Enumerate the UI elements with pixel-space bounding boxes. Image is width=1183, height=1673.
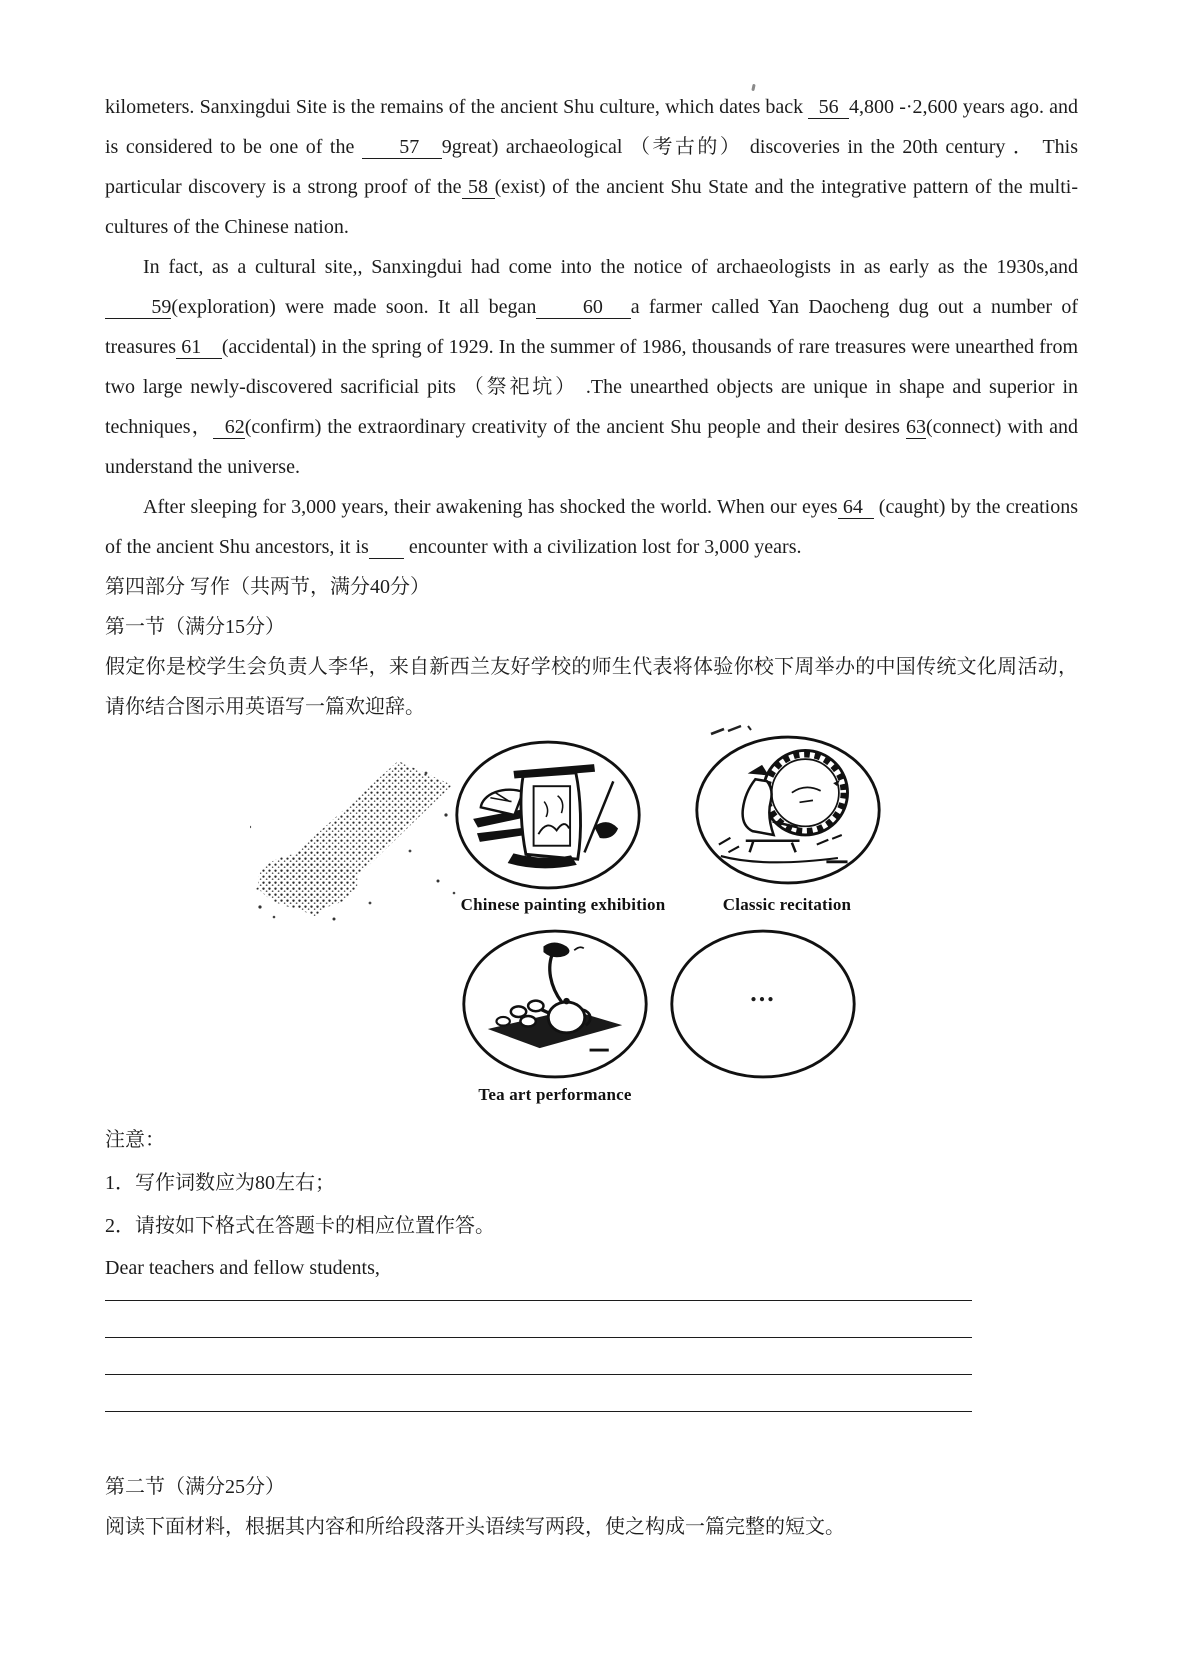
caption-tea: Tea art performance xyxy=(478,1085,632,1104)
notes-label: 注意： xyxy=(105,1129,165,1151)
activity-circle-painting xyxy=(452,737,644,893)
activity-circle-recitation xyxy=(692,732,884,888)
section2-prompt: 阅读下面材料，根据其内容和所给段落开头语续写两段，使之构成一篇完整的短文。 xyxy=(105,1516,845,1538)
salutation: Dear teachers and fellow students, xyxy=(105,1257,380,1279)
cloze-blank-57: 57 xyxy=(361,136,442,158)
ellipsis-text: ... xyxy=(750,978,776,1007)
cloze-paragraphs xyxy=(105,87,1078,567)
cloze-blank-63: 63 xyxy=(905,416,926,438)
answer-line xyxy=(105,1338,972,1375)
tea-set-icon xyxy=(459,926,651,1082)
cloze-blank-60: 60 xyxy=(536,296,631,318)
note-2: 2．请按如下格式在答题卡的相应位置作答。 xyxy=(105,1215,495,1237)
cloze-paragraph: In fact, as a cultural site,, Sanxingdui had come into the notice of archaeologists in as early as the 1930s,and 59(exploration) were made soon. It all began 60 a farmer called Yan Daocheng dug out a number of treasures 61 (accidental) in the spring of 1929. In the summer of 1986, thousands of rare treasures were unearthed from two large newly-discovered sacrificial pits （祭祀坑） .The unearthed objects are unique in shape and superior in techniques， 62(confirm) the extraordinary creativity of the ancient Shu people and their desires 63(connect) with and understand the universe. xyxy=(105,256,1079,478)
activity-circle-other xyxy=(667,926,859,1082)
answer-line xyxy=(105,1375,972,1412)
note-1: 1．写作词数应为80左右； xyxy=(105,1172,335,1194)
answer-line xyxy=(105,1288,972,1301)
answer-line xyxy=(105,1301,972,1338)
cloze-blank-62: 62 xyxy=(212,416,245,438)
notes-block xyxy=(105,1119,1078,1248)
scan-noise-speckle xyxy=(250,731,462,923)
cloze-blank-56: 56 xyxy=(808,96,850,118)
cloze-blank-58: 58 xyxy=(461,176,495,198)
cloze-blank-empty xyxy=(369,536,404,559)
cloze-paragraph: kilometers. Sanxingdui Site is the remains of the ancient Shu culture, which dates back 56 4,800 -·2,600 years ago. and is considered to be one of the 57 9great) archaeological （考古的） discoveries in the 20th century ． This particular discovery is a strong proof of the 58 (exist) of the ancient Shu State and the integrative pattern of the multi-cultures of the Chinese nation. xyxy=(105,96,1079,238)
answer-lines xyxy=(105,1288,972,1412)
cloze-blank-59: 59 xyxy=(105,296,172,318)
cloze-blank-64: 64 xyxy=(837,496,874,518)
activity-figure xyxy=(105,727,1078,1119)
activity-circle-tea xyxy=(459,926,651,1082)
part4-header: 第四部分 写作（共两节，满分40分） xyxy=(105,576,430,598)
section2-header: 第二节（满分25分） xyxy=(105,1476,285,1498)
section1-header: 第一节（满分15分） xyxy=(105,616,285,638)
painting-scroll-icon xyxy=(452,737,644,893)
caption-painting: Chinese painting exhibition xyxy=(460,895,666,914)
cloze-paragraph: After sleeping for 3,000 years, their awakening has shocked the world. When our eyes 64 (caught) by the creations of the ancient Shu ancestors, it is encounter with a civilization lost for 3,000 years. xyxy=(105,496,1078,558)
cloze-blank-61: 61 xyxy=(176,336,222,358)
moon-window-reader-icon xyxy=(692,732,884,888)
caption-recitation: Classic recitation xyxy=(722,895,852,914)
section1-prompt: 假定你是校学生会负责人李华，来自新西兰友好学校的师生代表将体验你校下周举办的中国传统文化周活动，请你结合图示用英语写一篇欢迎辞。 xyxy=(105,656,1078,718)
